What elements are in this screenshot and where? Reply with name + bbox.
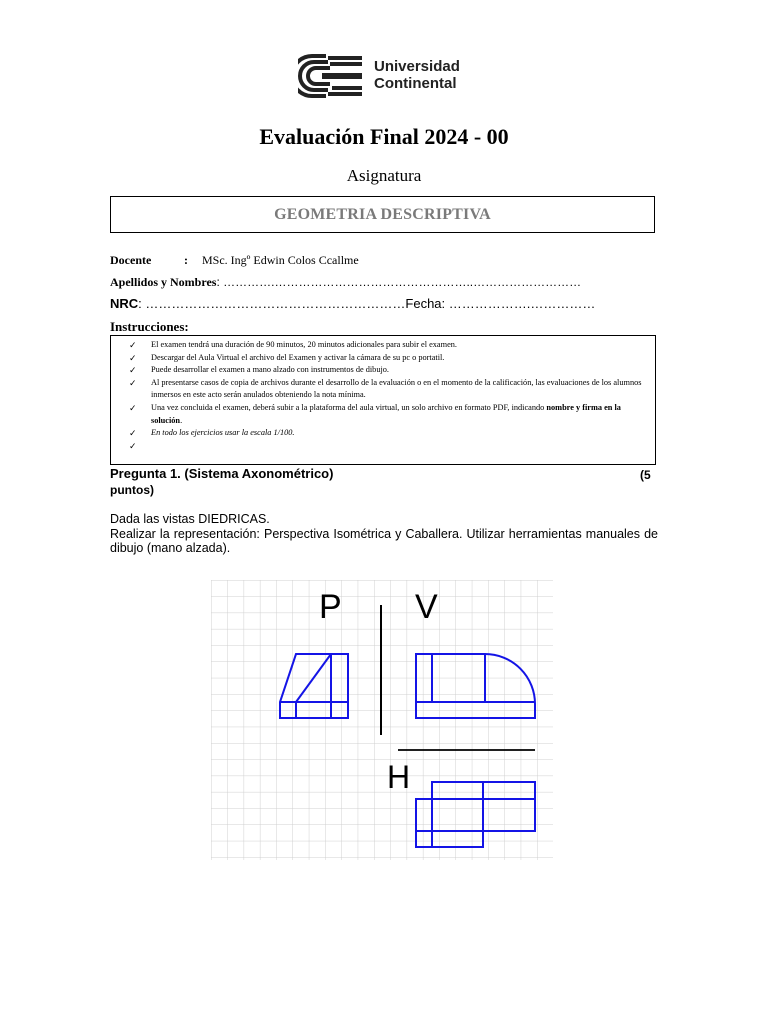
- logo-wordmark: [374, 58, 460, 92]
- nrc-row: [110, 296, 595, 311]
- apellidos-blank[interactable]: : ………….…………………………………………..………………………: [216, 275, 582, 289]
- instruction-item: ✓ Puede desarrollar el examen a mano alzado con instrumentos de dibujo.: [129, 365, 389, 376]
- instruction-item: ✓ Al presentarse casos de copia de archivos durante el desarrollo de la evaluación o en el momento de la calificación, las evaluaciones de los alumnos inmersos en este acto serán anulados obteniendo la nota mínima.: [129, 377, 642, 400]
- question-statement: [110, 512, 658, 556]
- instruction-item: ✓ El examen tendrá una duración de 90 minutos, 20 minutos adicionales para subir el examen.: [129, 340, 457, 350]
- check-icon: ✓: [129, 440, 137, 451]
- question-line2: Realizar la representación: Perspectiva Isométrica y Caballera. Utilizar herramientas manuales de dibujo (mano alzada).: [110, 526, 658, 555]
- universidad-continental-logo-icon: [298, 54, 364, 98]
- docente-row: [110, 253, 359, 268]
- nrc-fecha-blank[interactable]: : ……………………………………………………Fecha: ……………….……………: [138, 296, 596, 311]
- question-line1: Dada las vistas DIEDRICAS.: [110, 512, 270, 526]
- view-label-v: V: [415, 588, 438, 626]
- check-icon: ✓: [129, 402, 137, 413]
- subject-box: [110, 196, 655, 233]
- instructions-list: [111, 336, 655, 451]
- subject-name: GEOMETRIA DESCRIPTIVA: [274, 206, 491, 223]
- instructions-box: [110, 335, 656, 465]
- subject-label: Asignatura: [346, 166, 422, 185]
- apellidos-label: Apellidos y Nombres: [110, 275, 217, 289]
- check-icon: ✓: [129, 377, 137, 388]
- apellidos-row: [110, 275, 581, 290]
- question-points: (5: [640, 468, 651, 482]
- check-icon: ✓: [129, 340, 137, 350]
- instruction-item: ✓ Una vez concluida el examen, deberá subir a la plataforma del aula virtual, un solo archivo en formato PDF, indicando nombre y firma en la solución.: [129, 402, 621, 425]
- instructions-title: Instrucciones:: [110, 319, 189, 334]
- instruction-bold: nombre y firma en la solución: [151, 402, 621, 425]
- check-icon: ✓: [129, 365, 137, 376]
- view-label-h: H: [387, 759, 411, 795]
- check-icon: ✓: [129, 428, 137, 439]
- docente-label: Docente: [110, 253, 152, 267]
- docente-separator: :: [184, 253, 188, 267]
- university-logo: [298, 54, 478, 100]
- question-points-unit: puntos): [110, 483, 154, 497]
- logo-line1: Universidad: [374, 58, 460, 75]
- view-label-p: P: [319, 588, 342, 626]
- diedric-views-figure: [211, 580, 553, 860]
- docente-value: MSc. Ingº Edwin Colos Ccallme: [202, 253, 359, 267]
- check-icon: ✓: [129, 352, 137, 363]
- instruction-item: ✓ Descargar del Aula Virtual el archivo del Examen y activar la cámara de su pc o portatil.: [129, 352, 445, 363]
- instruction-item: ✓ En todo los ejercicios usar la escala 1/100.: [129, 428, 295, 439]
- question-title: Pregunta 1. (Sistema Axonométrico): [110, 466, 334, 481]
- exam-title: Evaluación Final 2024 - 00: [259, 124, 509, 149]
- nrc-label: NRC: [110, 296, 139, 311]
- logo-line2: Continental: [374, 75, 457, 92]
